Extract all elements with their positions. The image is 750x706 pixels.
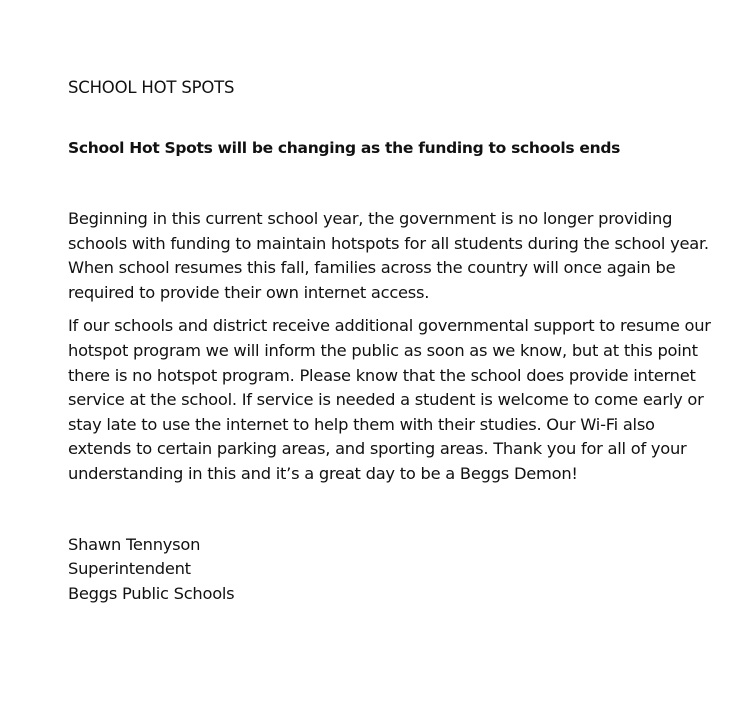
paragraph-line: there is no hotspot program. Please know that the school does provide internet (68, 365, 696, 385)
signature-name: Shawn Tennyson (68, 534, 201, 554)
document-title: SCHOOL HOT SPOTS (68, 78, 235, 97)
paragraph-line: Beginning in this current school year, the government is no longer providing (68, 209, 673, 228)
paragraph-line: service at the school. If service is needed a student is welcome to come early or (68, 390, 704, 410)
paragraph-2 (68, 314, 736, 486)
paragraph-line: understanding in this and it’s a great day to be a Beggs Demon! (68, 463, 578, 483)
signature-role: Superintendent (68, 559, 191, 579)
signature-block (68, 533, 736, 607)
paragraph-line: If our schools and district receive additional governmental support to resume our (68, 316, 711, 336)
document-body (68, 207, 736, 487)
paragraph-line: When school resumes this fall, families across the country will once again be (68, 258, 676, 278)
document-page (68, 77, 736, 606)
paragraph-line: required to provide their own internet access. (68, 282, 430, 302)
paragraph-line: extends to certain parking areas, and sporting areas. Thank you for all of your (68, 439, 687, 459)
paragraph-line: stay late to use the internet to help them with their studies. Our Wi-Fi also (68, 414, 655, 434)
paragraph-1 (68, 207, 736, 305)
document-heading: School Hot Spots will be changing as the funding to schools ends (68, 139, 621, 157)
paragraph-line: schools with funding to maintain hotspots for all students during the school year. (68, 233, 709, 253)
signature-organization: Beggs Public Schools (68, 583, 235, 603)
paragraph-line: hotspot program we will inform the public as soon as we know, but at this point (68, 340, 698, 360)
